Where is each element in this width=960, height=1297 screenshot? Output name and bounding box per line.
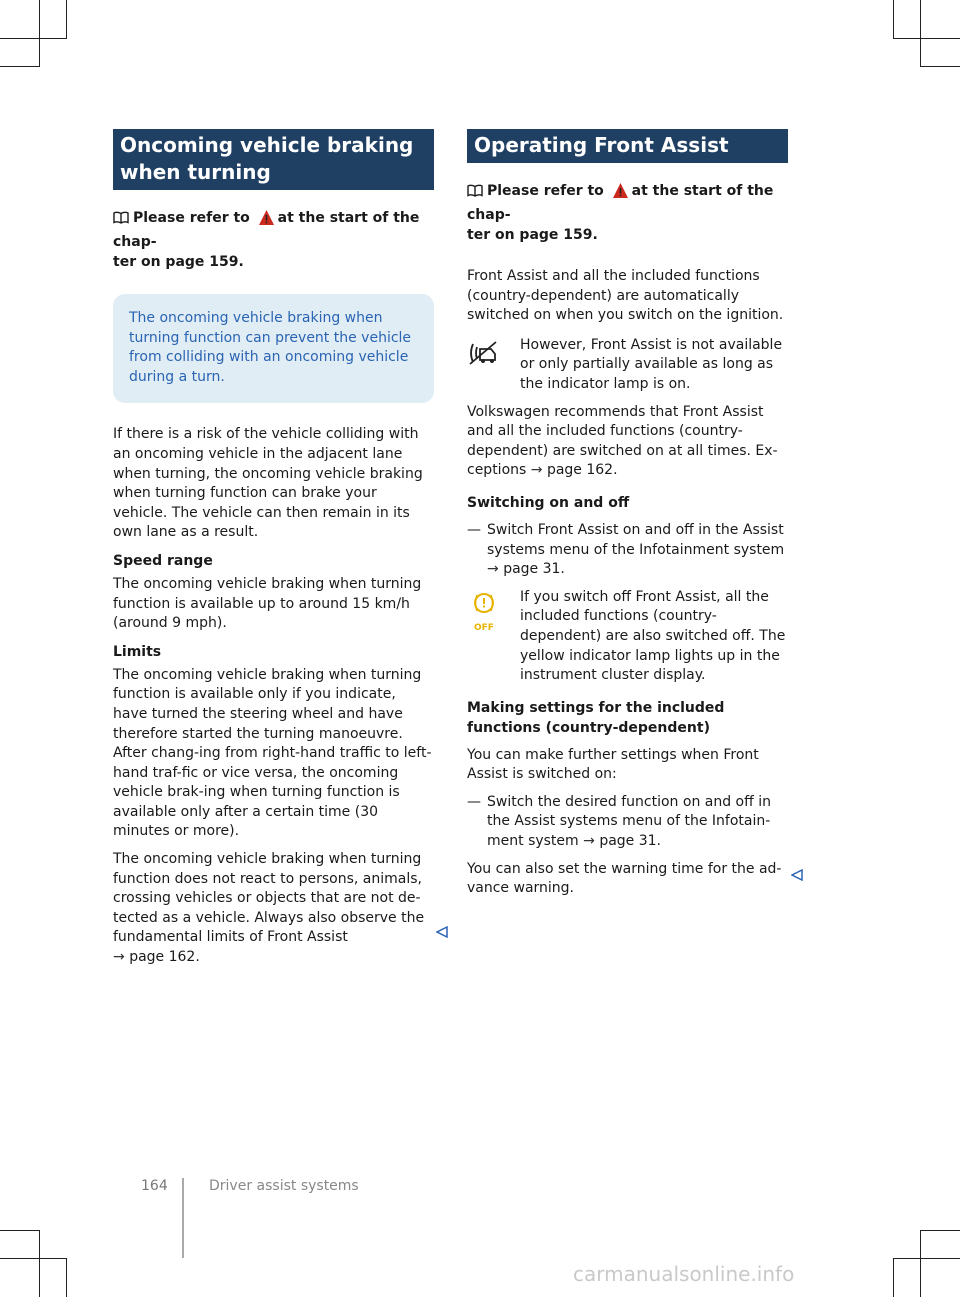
page-link[interactable]: page 162. [129,949,200,966]
paragraph: The oncoming vehicle braking when turning function does not react to persons, animals, crossing vehicles or objects that are not de-tected as a vehicle. Always also observe the fundamental limits of Front Assist → page 162. [113,851,425,966]
subheading-settings: Making settings for the included functions (country-dependent) [467,699,725,736]
crop-mark [893,1258,894,1297]
crop-mark [920,66,960,67]
arrow-right-icon: → [583,833,595,850]
page-link[interactable]: page 31. [503,561,565,578]
arrow-right-icon: → [530,462,543,479]
subheading-speed-range: Speed range [113,552,213,569]
left-column [113,129,434,976]
paragraph: The oncoming vehicle braking when turning function is available only if you indicate, have turned the steering wheel and have therefore started the turning manoeuvre. After chang-ing from right-hand traffic to left-hand traf-fic or vice versa, the oncoming vehicle brak-ing when turning function is available only after a certain time (30 minutes or more). [113,666,432,840]
right-column [467,129,788,907]
paragraph: Front Assist and all the included functions (country-dependent) are automatically switched on when you switch on the ignition. [467,268,784,324]
intro-callout: The oncoming vehicle braking when turning function can prevent the vehicle from colliding with an oncoming vehicle during a turn. [113,294,434,403]
section-heading-oncoming-braking: Oncoming vehicle braking when turning [113,129,434,190]
warning-icon [612,182,629,205]
crop-mark [66,0,67,39]
paragraph: If there is a risk of the vehicle colliding with an oncoming vehicle in the adjacent lane when turning, the oncoming vehicle braking when turning function can brake your vehicle. The vehicle can then remain in its own lane as a result. [113,426,423,541]
crop-mark [893,1258,960,1259]
watermark: carmanualsonline.info [573,1262,795,1286]
book-icon [113,210,129,230]
crop-mark [920,1230,921,1297]
footer-divider [182,1178,184,1258]
crop-mark [920,0,921,67]
section-end-marker [436,923,448,942]
paragraph: You can also set the warning time for the ad-vance warning. [467,860,782,897]
front-assist-indicator-icon [467,352,499,371]
off-indicator-note: OFF If you switch off Front Assist, all the included functions (country-dependent) are also switched off. The yellow indicator lamp lights up in the instrument cluster display. [467,588,788,686]
off-label: OFF [474,622,494,633]
book-icon [467,183,483,203]
crop-mark [66,1258,67,1297]
list-item: — Switch the desired function on and off in the Assist systems menu of the Infotain-ment system → page 31. [467,793,771,850]
crop-mark [39,0,40,67]
chapter-reference: Please refer to at the start of the chap- ter on page 159. [113,210,420,270]
footer-section-title: Driver assist systems [209,1178,359,1194]
chapter-reference: Please refer to at the start of the chap- ter on page 159. [467,183,774,243]
crop-mark [893,38,960,39]
warning-icon [258,209,275,232]
paragraph: You can make further settings when Front Assist is switched on: [467,746,759,783]
crop-mark [920,1230,960,1231]
paragraph: Volkswagen recommends that Front Assist and all the included functions (country-dependent) are switched on at all times. Ex-ceptions → page 162. [467,403,778,479]
page-link[interactable]: page 31. [599,833,662,850]
arrow-right-icon: → [113,949,125,966]
arrow-right-icon: → [487,561,499,578]
section-heading-operating-front-assist: Operating Front Assist [467,129,788,163]
crop-mark [0,1258,67,1259]
page-link[interactable]: page 162. [546,462,618,479]
subheading-switching: Switching on and off [467,494,630,511]
paragraph: The oncoming vehicle braking when turning function is available up to around 15 km/h (around 9 mph). [113,575,422,632]
front-assist-off-indicator-icon [467,610,520,633]
list-item: — Switch Front Assist on and off in the Assist systems menu of the Infotainment system → page 31. [467,521,785,578]
crop-mark [0,1230,40,1231]
crop-mark [0,38,67,39]
crop-mark [39,1230,40,1297]
section-end-marker [791,866,803,885]
indicator-note: However, Front Assist is not available or only partially available as long as the indicator lamp is on. [467,336,788,395]
page-number: 164 [141,1178,168,1194]
crop-mark [0,66,40,67]
subheading-limits: Limits [113,643,162,660]
crop-mark [893,0,894,39]
